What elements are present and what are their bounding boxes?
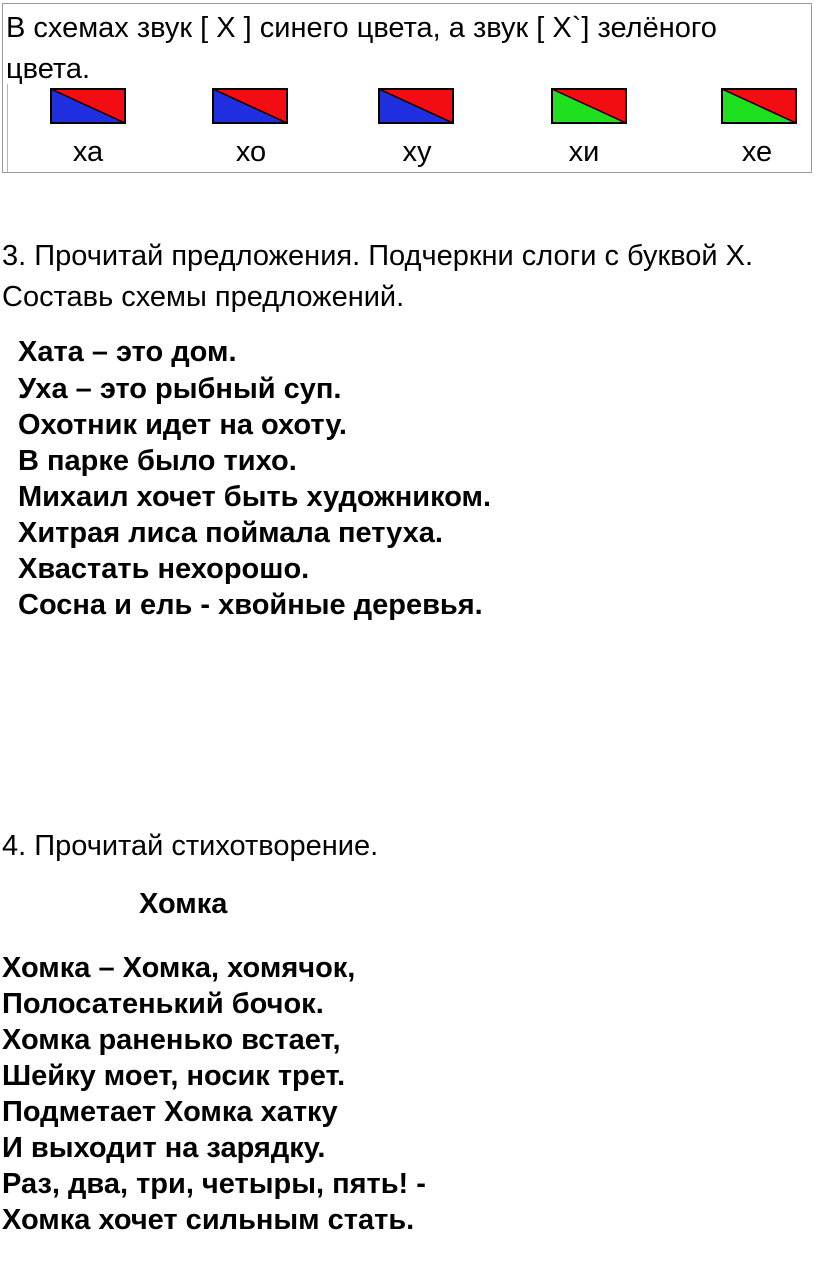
sentence-line: Хата – это дом. — [18, 336, 237, 368]
sentence-line: В парке было тихо. — [18, 445, 297, 477]
sentence-line: Хитрая лиса поймала петуха. — [18, 517, 443, 549]
scheme-xi — [551, 88, 627, 124]
sentence-line: Уха – это рыбный суп. — [18, 373, 342, 405]
scheme-intro-text: В схемах звук [ Х ] синего цвета, а звук [ Х`] зелёного цвета. — [6, 12, 717, 85]
poem-line: Хомка хочет сильным стать. — [2, 1204, 415, 1236]
scheme-xe — [721, 88, 797, 124]
sentence-line: Михаил хочет быть художником. — [18, 481, 492, 513]
poem-line: И выходит на зарядку. — [2, 1132, 326, 1164]
syllable-label: ха — [72, 136, 104, 168]
syllable-label: хе — [741, 136, 773, 168]
poem-line: Полосатенький бочок. — [2, 988, 324, 1020]
poem-title: Хомка — [139, 888, 228, 920]
sound-scheme-box — [2, 3, 812, 173]
poem-line: Раз, два, три, четыры, пять! - — [2, 1168, 426, 1200]
poem-line: Подметает Хомка хатку — [2, 1096, 338, 1128]
box-divider — [7, 84, 8, 172]
task-4-title: 4. Прочитай стихотворение. — [2, 830, 379, 862]
syllable-label: ху — [402, 136, 432, 168]
poem-line: Хомка раненько встает, — [2, 1024, 341, 1056]
sentence-line: Сосна и ель - хвойные деревья. — [18, 589, 483, 621]
task-3-title: 3. Прочитай предложения. Подчеркни слоги с буквой Х. Составь схемы предложений. — [2, 240, 754, 313]
syllable-label: хо — [235, 136, 267, 168]
scheme-xa — [50, 88, 126, 124]
poem-line: Шейку моет, носик трет. — [2, 1060, 346, 1092]
scheme-xu — [378, 88, 454, 124]
sentence-line: Хвастать нехорошо. — [18, 553, 310, 585]
scheme-xo — [212, 88, 288, 124]
syllable-label: хи — [568, 136, 600, 168]
sentence-line: Охотник идет на охоту. — [18, 409, 347, 441]
poem-line: Хомка – Хомка, хомячок, — [2, 952, 356, 984]
